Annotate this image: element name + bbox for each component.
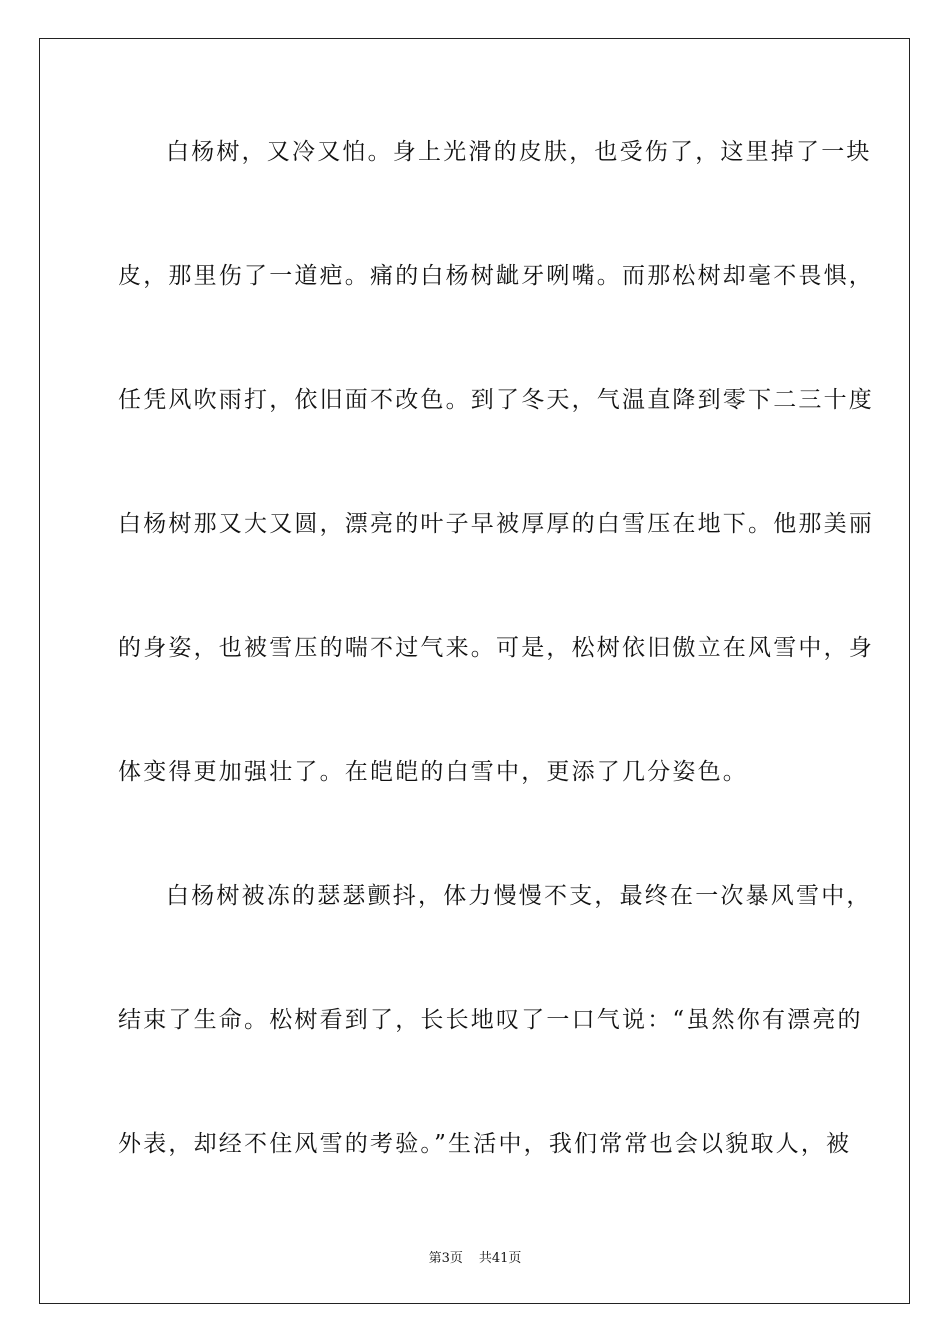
page-number: 第3页: [428, 1251, 463, 1266]
paragraph-line: 白杨树，又冷又怕。身上光滑的皮肤，也受伤了，这里掉了一块: [166, 139, 872, 165]
paragraph-line: 体变得更加强壮了。在皑皑的白雪中，更添了几分姿色。: [118, 759, 748, 785]
paragraph-line: 结束了生命。松树看到了，长长地叹了一口气说：“虽然你有漂亮的: [118, 1007, 863, 1033]
page-footer: [0, 1247, 950, 1266]
paragraph-line: 任凭风吹雨打，依旧面不改色。到了冬天，气温直降到零下二三十度: [118, 387, 874, 413]
paragraph-line: 白杨树那又大又圆，漂亮的叶子早被厚厚的白雪压在地下。他那美丽: [118, 511, 874, 537]
paragraph-line: 皮，那里伤了一道疤。痛的白杨树龇牙咧嘴。而那松树却毫不畏惧，: [118, 263, 874, 289]
paragraph-line: 白杨树被冻的瑟瑟颤抖，体力慢慢不支，最终在一次暴风雪中，: [166, 883, 872, 909]
page-total: 共41页: [478, 1251, 522, 1266]
page-border: [39, 38, 910, 1304]
paragraph-line: 的身姿，也被雪压的喘不过气来。可是，松树依旧傲立在风雪中，身: [118, 635, 874, 661]
paragraph-line: 外表，却经不住风雪的考验。”生活中，我们常常也会以貌取人，被: [118, 1131, 852, 1157]
